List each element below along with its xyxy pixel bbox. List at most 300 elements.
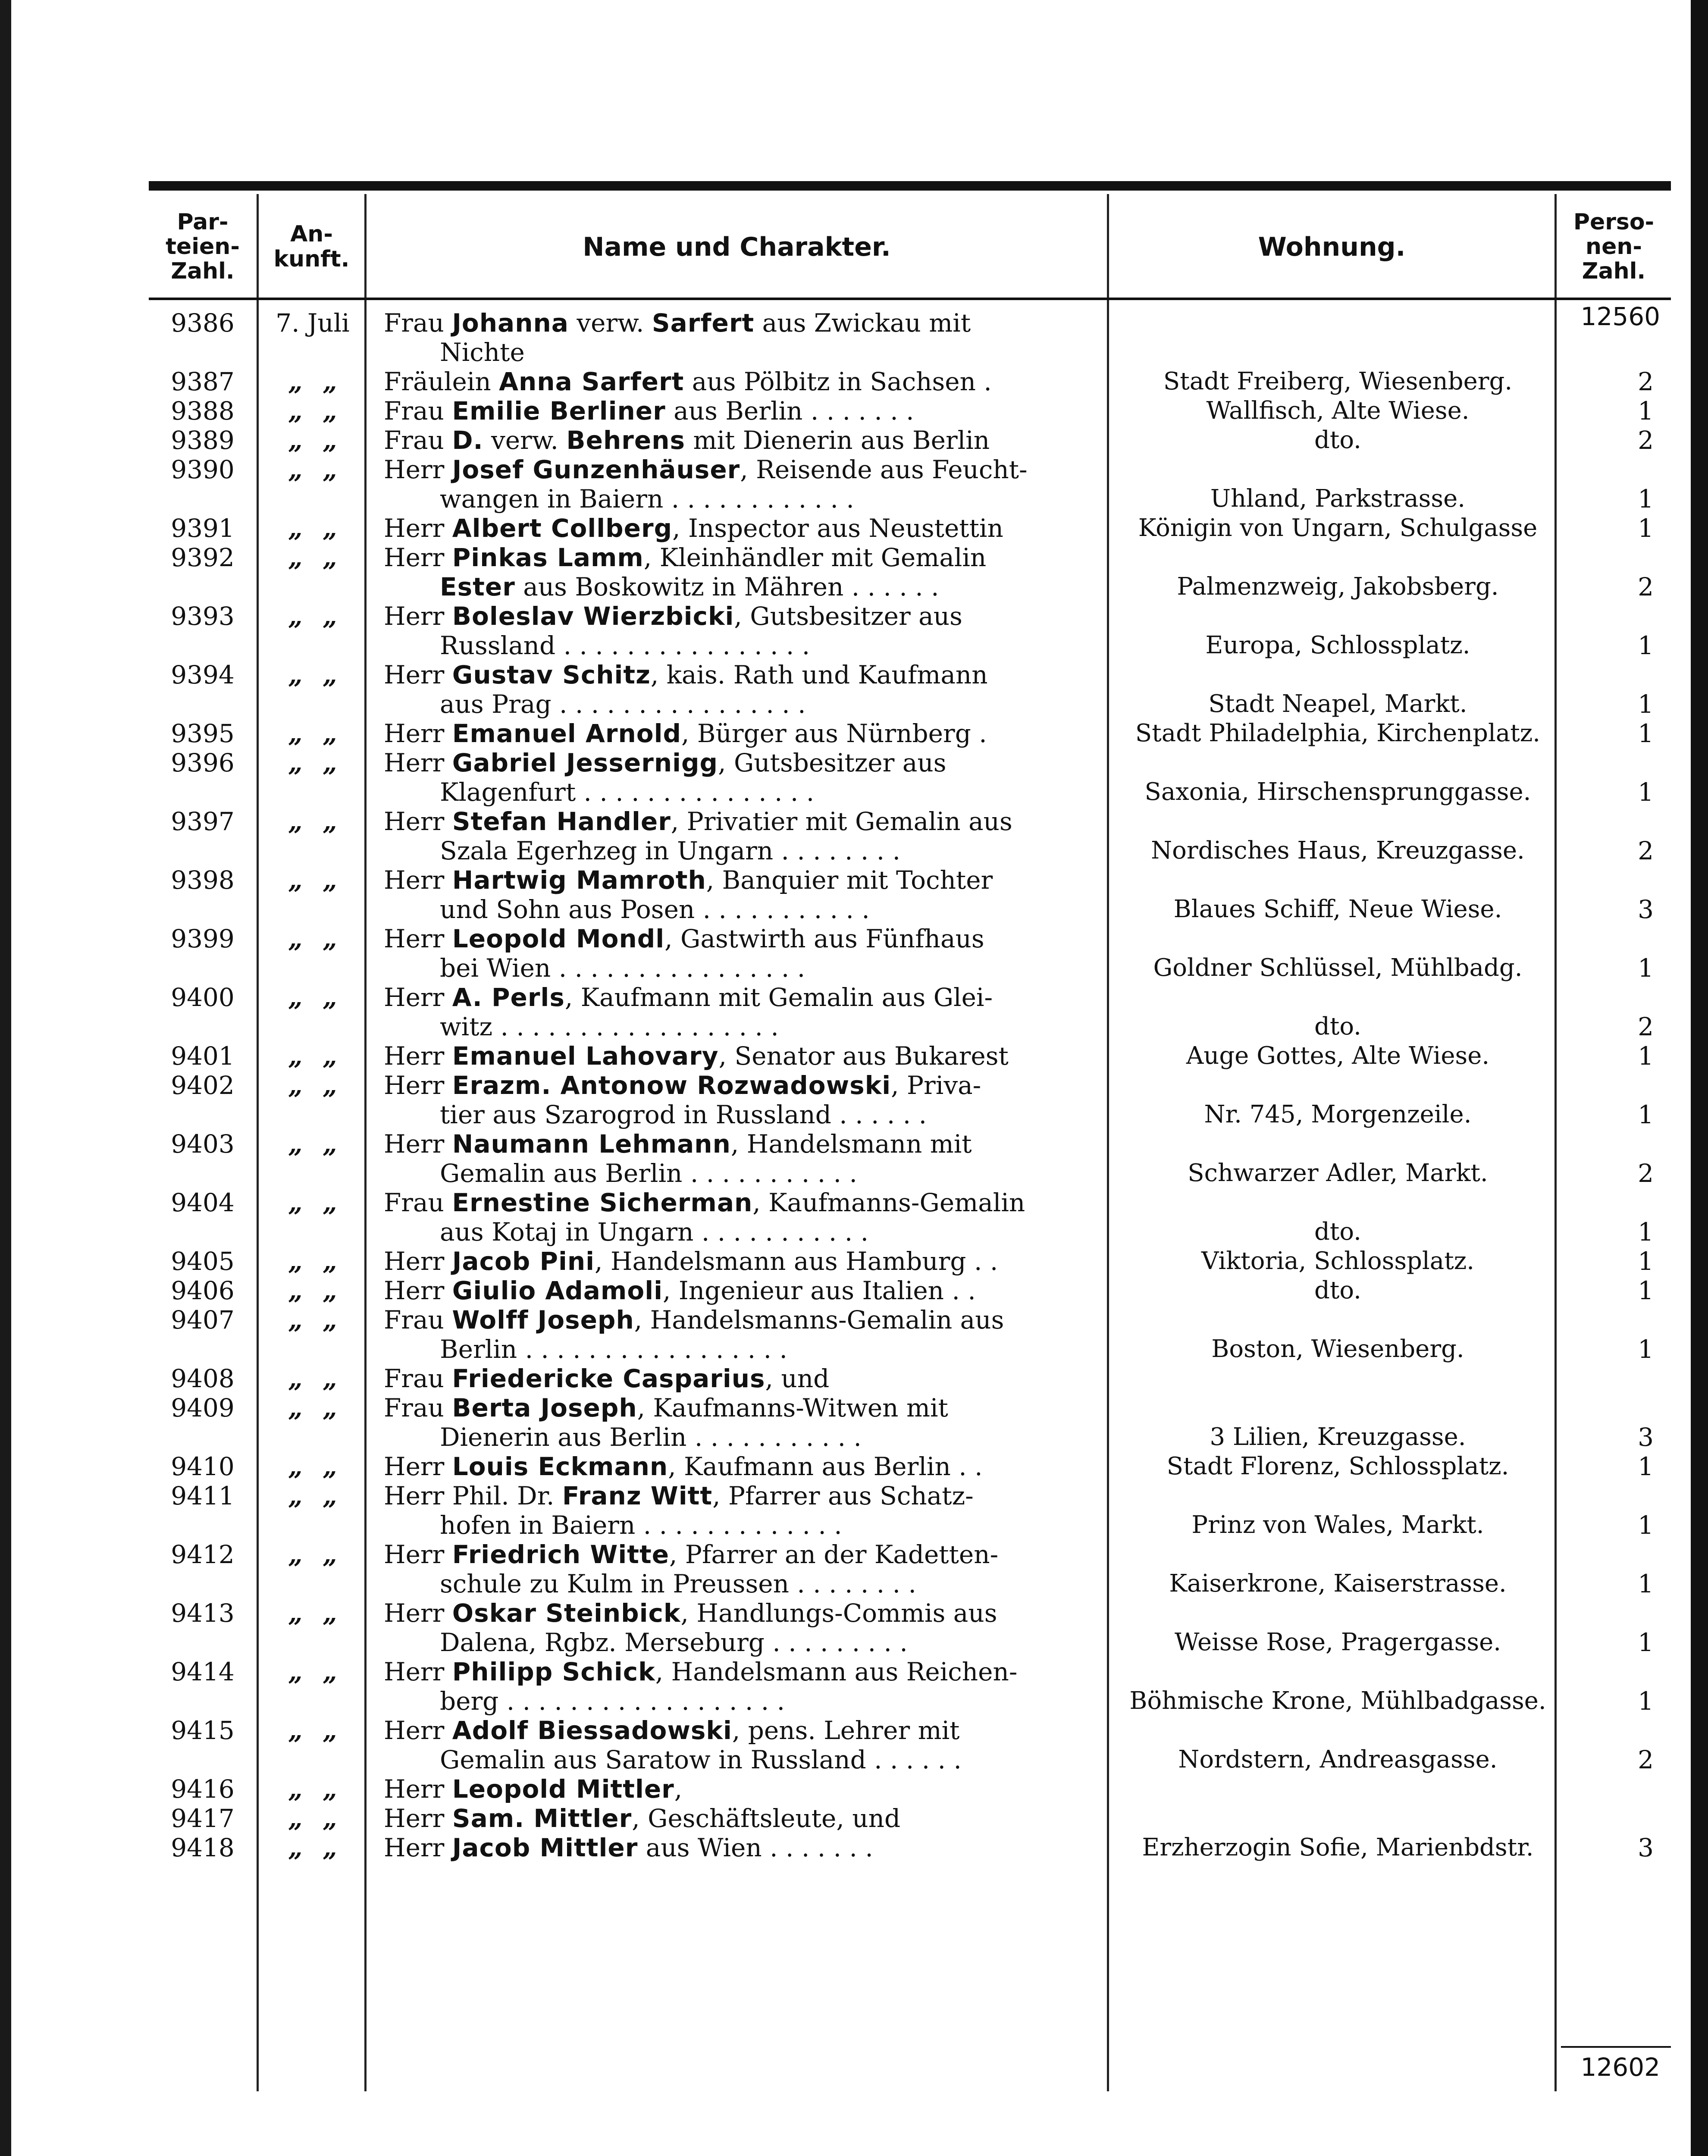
guest-entry <box>384 1393 1231 1452</box>
party-number: 9407 <box>171 1305 235 1335</box>
arrival-date <box>257 865 369 895</box>
ditto-mark: „ <box>323 1393 337 1423</box>
guest-entry <box>384 748 1231 807</box>
ditto-mark: „ <box>288 543 303 572</box>
ditto-mark: „ <box>288 1276 303 1305</box>
guest-companion-name: Ester <box>440 572 515 602</box>
guest-detail: aus Berlin . . . . . . . <box>665 396 914 426</box>
register-row <box>149 1716 1671 1774</box>
person-count: 2 <box>1638 1745 1654 1774</box>
guest-entry <box>384 1071 1231 1129</box>
person-count: 3 <box>1638 1833 1654 1862</box>
guest-detail: , Ingenieur aus Italien . . <box>662 1276 976 1305</box>
party-number: 9402 <box>171 1071 235 1100</box>
register-row <box>149 1657 1671 1716</box>
register-row <box>149 514 1671 543</box>
guest-title: Herr <box>384 719 452 748</box>
guest-entry <box>384 1833 1231 1862</box>
guest-name: Pinkas Lamm <box>452 543 644 572</box>
guest-detail-continued: Gemalin aus Saratow in Russland . . . . . . <box>440 1745 962 1774</box>
residence: 3 Lilien, Kreuzgasse. <box>1210 1423 1466 1451</box>
guest-detail: , Pfarrer aus Schatz- <box>712 1481 974 1510</box>
guest-entry <box>384 1774 1231 1804</box>
party-number: 9411 <box>171 1481 235 1510</box>
header-residence: Wohnung. <box>1258 232 1406 262</box>
ditto-mark: „ <box>323 396 337 426</box>
guest-name: Jacob Mittler <box>452 1833 638 1862</box>
register-row <box>149 1276 1671 1305</box>
guest-detail-continued: bei Wien . . . . . . . . . . . . . . . . <box>440 953 805 983</box>
ditto-mark: „ <box>323 1071 337 1100</box>
guest-detail: , Handlungs-Commis aus <box>680 1598 997 1628</box>
arrival-date <box>257 1041 369 1071</box>
ditto-mark: „ <box>288 1393 303 1423</box>
guest-name: Naumann Lehmann <box>452 1129 731 1159</box>
guest-name: Albert Collberg <box>452 514 673 543</box>
party-number: 9412 <box>171 1540 235 1569</box>
guest-detail-continued: wangen in Baiern . . . . . . . . . . . . <box>440 484 854 514</box>
guest-name: Leopold Mittler <box>452 1774 674 1804</box>
residence: dto. <box>1314 426 1361 454</box>
guest-title: Herr <box>384 602 452 631</box>
residence: Stadt Neapel, Markt. <box>1208 690 1467 718</box>
guest-detail: , Priva- <box>891 1071 981 1100</box>
party-number: 9393 <box>171 602 235 631</box>
party-number: 9388 <box>171 396 235 426</box>
register-row <box>149 660 1671 719</box>
guest-title: Frau <box>384 308 452 338</box>
arrival-date <box>257 1129 369 1159</box>
ditto-mark: „ <box>288 367 303 396</box>
guest-detail: , Geschäftsleute, und <box>632 1804 901 1833</box>
guest-name: D. <box>452 426 483 455</box>
ditto-mark: „ <box>288 924 303 953</box>
guest-title: Herr <box>384 1774 452 1804</box>
ditto-mark: „ <box>288 396 303 426</box>
guest-title: Fräulein <box>384 367 499 396</box>
party-number: 9405 <box>171 1247 235 1276</box>
arrival-date <box>257 1833 369 1862</box>
ditto-mark: „ <box>288 1452 303 1481</box>
register-row <box>149 719 1671 748</box>
header-arrival: An- kunft. <box>273 221 350 272</box>
ditto-mark: „ <box>288 1804 303 1833</box>
residence: Erzherzogin Sofie, Marienbdstr. <box>1142 1833 1534 1861</box>
register-row <box>149 1188 1671 1247</box>
party-number: 9409 <box>171 1393 235 1423</box>
ditto-mark: „ <box>288 426 303 455</box>
guest-title: Herr <box>384 1041 452 1071</box>
ditto-mark: „ <box>288 1598 303 1628</box>
guest-detail: , Bürger aus Nürnberg . <box>681 719 987 748</box>
arrival-date <box>257 1071 369 1100</box>
guest-detail: , Inspector aus Neustettin <box>672 514 1003 543</box>
guest-entry <box>384 1305 1231 1364</box>
guest-name: Emilie Berliner <box>452 396 666 426</box>
guest-title: Herr <box>384 983 452 1012</box>
person-count: 1 <box>1638 1510 1654 1540</box>
residence: Palmenzweig, Jakobsberg. <box>1177 573 1499 601</box>
arrival-date <box>257 543 369 572</box>
party-number: 9397 <box>171 807 235 836</box>
guest-title: Herr <box>384 1276 452 1305</box>
register-row <box>149 1833 1671 1862</box>
guest-detail: , Handelsmann aus Hamburg . . <box>595 1247 998 1276</box>
ditto-mark: „ <box>323 367 337 396</box>
residence: Boston, Wiesenberg. <box>1211 1335 1464 1363</box>
arrival-date <box>257 807 369 836</box>
arrival-date <box>257 1657 369 1686</box>
arrival-date <box>257 1481 369 1510</box>
ditto-mark: „ <box>288 1364 303 1393</box>
ditto-mark: „ <box>323 1188 337 1217</box>
person-count: 1 <box>1638 1041 1654 1071</box>
party-number: 9395 <box>171 719 235 748</box>
arrival-date <box>257 719 369 748</box>
residence: Stadt Florenz, Schlossplatz. <box>1166 1452 1509 1480</box>
guest-title: Herr <box>384 1657 452 1686</box>
guest-detail: , Gutsbesitzer aus <box>718 748 946 777</box>
guest-entry <box>384 455 1231 514</box>
arrival-date <box>257 1393 369 1423</box>
header-rule <box>149 298 1671 300</box>
arrival-date <box>257 1188 369 1217</box>
guest-title: Herr <box>384 1129 452 1159</box>
party-number: 9410 <box>171 1452 235 1481</box>
register-row <box>149 426 1671 455</box>
ditto-mark: „ <box>323 455 337 484</box>
party-number: 9399 <box>171 924 235 953</box>
person-count: 1 <box>1638 953 1654 983</box>
guest-entry <box>384 1276 1231 1305</box>
ditto-mark: „ <box>288 514 303 543</box>
guest-title: Herr <box>384 514 452 543</box>
guest-name: Jacob Pini <box>452 1247 595 1276</box>
guest-detail: , Kaufmanns-Witwen mit <box>637 1393 948 1423</box>
guest-entry <box>384 1364 1231 1393</box>
arrival-date <box>257 1364 369 1393</box>
guest-entry <box>384 807 1231 865</box>
guest-entry <box>384 1657 1231 1716</box>
party-number: 9403 <box>171 1129 235 1159</box>
carry-in-total: 12560 <box>1580 302 1660 331</box>
guest-title: Herr <box>384 748 452 777</box>
guest-detail: , und <box>765 1364 830 1393</box>
arrival-date <box>257 455 369 484</box>
header-persons: Perso- nen- Zahl. <box>1573 209 1655 285</box>
residence: dto. <box>1314 1276 1361 1304</box>
person-count: 1 <box>1638 1247 1654 1276</box>
party-number: 9416 <box>171 1774 235 1804</box>
party-number: 9413 <box>171 1598 235 1628</box>
guest-register-table <box>149 181 1671 2122</box>
arrival-date <box>257 1774 369 1804</box>
guest-title: Frau <box>384 1305 452 1335</box>
ditto-mark: „ <box>288 865 303 895</box>
guest-name: Hartwig Mamroth <box>452 865 706 895</box>
guest-name: Emanuel Arnold <box>452 719 682 748</box>
person-count: 2 <box>1638 1159 1654 1188</box>
guest-detail: , Handelsmann aus Reichen- <box>655 1657 1018 1686</box>
guest-name: Louis Eckmann <box>452 1452 668 1481</box>
guest-name: Boleslav Wierzbicki <box>452 602 734 631</box>
ditto-mark: „ <box>323 1716 337 1745</box>
residence: Nordisches Haus, Kreuzgasse. <box>1151 837 1525 865</box>
ditto-mark: „ <box>323 1540 337 1569</box>
guest-title: Herr <box>384 924 452 953</box>
ditto-mark: „ <box>323 1657 337 1686</box>
residence: Nordstern, Andreasgasse. <box>1178 1745 1498 1774</box>
guest-name: Berta Joseph <box>452 1393 637 1423</box>
person-count: 1 <box>1638 1335 1654 1364</box>
ditto-mark: „ <box>288 1247 303 1276</box>
ditto-mark: „ <box>323 924 337 953</box>
ditto-mark: „ <box>323 1598 337 1628</box>
guest-detail-continued: Dienerin aus Berlin . . . . . . . . . . . <box>440 1423 862 1452</box>
arrival-date <box>257 1247 369 1276</box>
header-parties: Par- teien- Zahl. <box>166 209 240 285</box>
residence: Stadt Philadelphia, Kirchenplatz. <box>1135 719 1541 747</box>
guest-entry <box>384 1481 1231 1540</box>
person-count: 1 <box>1638 777 1654 807</box>
guest-title: Herr <box>384 1598 452 1628</box>
residence: Kaiserkrone, Kaiserstrasse. <box>1169 1570 1507 1598</box>
guest-detail-continued: aus Prag . . . . . . . . . . . . . . . . <box>440 689 806 719</box>
ditto-mark: „ <box>288 602 303 631</box>
arrival-date <box>257 1716 369 1745</box>
guest-entry <box>384 924 1231 983</box>
guest-entry <box>384 426 1231 455</box>
ditto-mark: „ <box>288 1481 303 1510</box>
guest-name: Friedrich Witte <box>452 1540 670 1569</box>
party-number: 9401 <box>171 1041 235 1071</box>
guest-detail: , Kaufmann aus Berlin . . <box>668 1452 983 1481</box>
arrival-date <box>257 308 369 338</box>
residence: Nr. 745, Morgenzeile. <box>1204 1100 1472 1128</box>
guest-detail-continued: witz . . . . . . . . . . . . . . . . . . <box>440 1012 779 1041</box>
arrival-date <box>257 1540 369 1569</box>
ditto-mark: „ <box>288 1071 303 1100</box>
party-number: 9417 <box>171 1804 235 1833</box>
guest-title: Herr <box>384 1833 452 1862</box>
person-count: 1 <box>1638 1569 1654 1598</box>
guest-detail: , Handelsmanns-Gemalin aus <box>634 1305 1004 1335</box>
party-number: 9400 <box>171 983 235 1012</box>
ditto-mark: „ <box>288 1833 303 1862</box>
register-row <box>149 543 1671 602</box>
ditto-mark: „ <box>323 660 337 689</box>
ditto-mark: „ <box>288 1716 303 1745</box>
register-row <box>149 602 1671 660</box>
guest-title: Herr <box>384 1804 452 1833</box>
guest-title: Herr <box>384 1071 452 1100</box>
guest-detail-continued: hofen in Baiern . . . . . . . . . . . . . <box>440 1510 842 1540</box>
guest-detail: aus Zwickau mit <box>754 308 971 338</box>
register-row <box>149 1804 1671 1833</box>
register-row <box>149 1481 1671 1540</box>
guest-entry <box>384 543 1231 602</box>
person-count: 3 <box>1638 1423 1654 1452</box>
guest-detail-continued: Gemalin aus Berlin . . . . . . . . . . . <box>440 1159 857 1188</box>
guest-detail-continued: berg . . . . . . . . . . . . . . . . . . <box>440 1686 785 1716</box>
register-row <box>149 1305 1671 1364</box>
guest-detail-continued: und Sohn aus Posen . . . . . . . . . . . <box>440 895 870 924</box>
guest-title: Herr <box>384 807 452 836</box>
guest-title: Frau <box>384 426 452 455</box>
guest-detail-continued: Nichte <box>440 338 525 367</box>
guest-title: Herr <box>384 1247 452 1276</box>
ditto-mark: „ <box>323 1276 337 1305</box>
person-count: 1 <box>1638 1686 1654 1716</box>
person-count: 2 <box>1638 1012 1654 1041</box>
guest-detail: , Privatier mit Gemalin aus <box>671 807 1012 836</box>
party-number: 9389 <box>171 426 235 455</box>
page-edge-shadow <box>0 0 11 2156</box>
residence: Schwarzer Adler, Markt. <box>1188 1159 1488 1187</box>
arrival-date <box>257 1276 369 1305</box>
register-row <box>149 865 1671 924</box>
party-number: 9390 <box>171 455 235 484</box>
guest-detail: , Senator aus Bukarest <box>718 1041 1009 1071</box>
guest-detail: aus Pölbitz in Sachsen . <box>684 367 992 396</box>
ditto-mark: „ <box>323 1481 337 1510</box>
guest-detail: mit Dienerin aus Berlin <box>685 426 990 455</box>
guest-detail: , Handelsmann mit <box>730 1129 972 1159</box>
guest-entry <box>384 660 1231 719</box>
ditto-mark: „ <box>288 807 303 836</box>
guest-name: Josef Gunzenhäuser <box>452 455 740 484</box>
guest-detail: , Reisende aus Feucht- <box>740 455 1028 484</box>
guest-title: Herr <box>384 455 452 484</box>
register-row <box>149 308 1671 367</box>
person-count: 1 <box>1638 1276 1654 1305</box>
guest-name: Franz Witt <box>562 1481 713 1510</box>
ditto-mark: „ <box>288 455 303 484</box>
header-name: Name und Charakter. <box>583 232 891 262</box>
guest-detail-continued: Berlin . . . . . . . . . . . . . . . . . <box>440 1335 787 1364</box>
residence: Uhland, Parkstrasse. <box>1210 485 1466 513</box>
arrival-date <box>257 1804 369 1833</box>
guest-detail: , Kaufmann mit Gemalin aus Glei- <box>564 983 993 1012</box>
guest-entry <box>384 1804 1231 1833</box>
guest-detail-continued: tier aus Szarogrod in Russland . . . . . . <box>440 1100 927 1129</box>
person-count: 1 <box>1638 1217 1654 1247</box>
register-row <box>149 1540 1671 1598</box>
ditto-mark: „ <box>323 1774 337 1804</box>
guest-entry <box>384 1041 1231 1071</box>
guest-title: Frau <box>384 1188 452 1217</box>
residence: Weisse Rose, Pragergasse. <box>1174 1628 1501 1656</box>
party-number: 9414 <box>171 1657 235 1686</box>
party-number: 9396 <box>171 748 235 777</box>
party-number: 9406 <box>171 1276 235 1305</box>
guest-detail: , Banquier mit Tochter <box>706 865 993 895</box>
carry-out-rule <box>1561 2046 1671 2048</box>
guest-title: Herr <box>384 1481 452 1510</box>
arrival-date <box>257 396 369 426</box>
register-row <box>149 1598 1671 1657</box>
guest-name: Leopold Mondl <box>452 924 665 953</box>
guest-title: Herr <box>384 660 452 689</box>
ditto-mark: „ <box>288 1188 303 1217</box>
top-rule <box>149 181 1671 191</box>
guest-entry <box>384 367 1231 396</box>
residence: Königin von Ungarn, Schulgasse <box>1138 514 1538 542</box>
guest-detail-continued: Klagenfurt . . . . . . . . . . . . . . . <box>440 777 815 807</box>
person-count: 1 <box>1638 1100 1654 1129</box>
person-count: 2 <box>1638 426 1654 455</box>
guest-detail: , Gutsbesitzer aus <box>734 602 962 631</box>
register-row <box>149 367 1671 396</box>
register-row <box>149 1452 1671 1481</box>
guest-title: Frau <box>384 1364 452 1393</box>
guest-title: Herr <box>384 1540 452 1569</box>
guest-name: Erazm. Antonow Rozwadowski <box>452 1071 891 1100</box>
residence: Stadt Freiberg, Wiesenberg. <box>1163 367 1513 395</box>
guest-detail-continued: aus Boskowitz in Mähren . . . . . . <box>515 572 939 602</box>
guest-detail: verw. <box>568 308 652 338</box>
guest-entry <box>384 865 1231 924</box>
register-row <box>149 1129 1671 1188</box>
arrival-date-text: 7. Juli <box>276 308 350 338</box>
arrival-date <box>257 426 369 455</box>
register-row <box>149 1247 1671 1276</box>
ditto-mark: „ <box>323 1247 337 1276</box>
person-count: 2 <box>1638 572 1654 602</box>
ditto-mark: „ <box>288 719 303 748</box>
guest-title: Herr <box>384 1452 452 1481</box>
guest-name: Stefan Handler <box>452 807 671 836</box>
guest-title: Herr <box>384 543 452 572</box>
party-number: 9418 <box>171 1833 235 1862</box>
person-count: 1 <box>1638 689 1654 719</box>
arrival-date <box>257 924 369 953</box>
guest-entry <box>384 1247 1231 1276</box>
guest-title: Frau <box>384 1393 452 1423</box>
guest-name: Friedericke Casparius <box>452 1364 765 1393</box>
guest-name: Adolf Biessadowski <box>452 1716 732 1745</box>
guest-surname: Sarfert <box>652 308 755 338</box>
guest-name: Ernestine Sicherman <box>452 1188 753 1217</box>
ditto-mark: „ <box>323 426 337 455</box>
guest-detail: , <box>674 1774 683 1804</box>
register-row <box>149 396 1671 426</box>
register-row <box>149 924 1671 983</box>
guest-entry <box>384 602 1231 660</box>
guest-name: Gustav Schitz <box>452 660 651 689</box>
arrival-date <box>257 1452 369 1481</box>
person-count: 1 <box>1638 484 1654 514</box>
person-count: 1 <box>1638 396 1654 426</box>
guest-detail: , Kaufmanns-Gemalin <box>752 1188 1025 1217</box>
register-row <box>149 1364 1671 1393</box>
arrival-date <box>257 602 369 631</box>
guest-title: Herr <box>384 865 452 895</box>
guest-entry <box>384 1716 1231 1774</box>
register-row <box>149 455 1671 514</box>
ditto-mark: „ <box>288 660 303 689</box>
ditto-mark: „ <box>323 1833 337 1862</box>
party-number: 9398 <box>171 865 235 895</box>
register-row <box>149 1393 1671 1452</box>
guest-detail: , kais. Rath und Kaufmann <box>650 660 988 689</box>
ditto-mark: „ <box>288 983 303 1012</box>
person-count: 1 <box>1638 631 1654 660</box>
ditto-mark: „ <box>323 602 337 631</box>
party-number: 9394 <box>171 660 235 689</box>
guest-entry <box>384 1129 1231 1188</box>
residence: Saxonia, Hirschensprunggasse. <box>1144 778 1531 806</box>
